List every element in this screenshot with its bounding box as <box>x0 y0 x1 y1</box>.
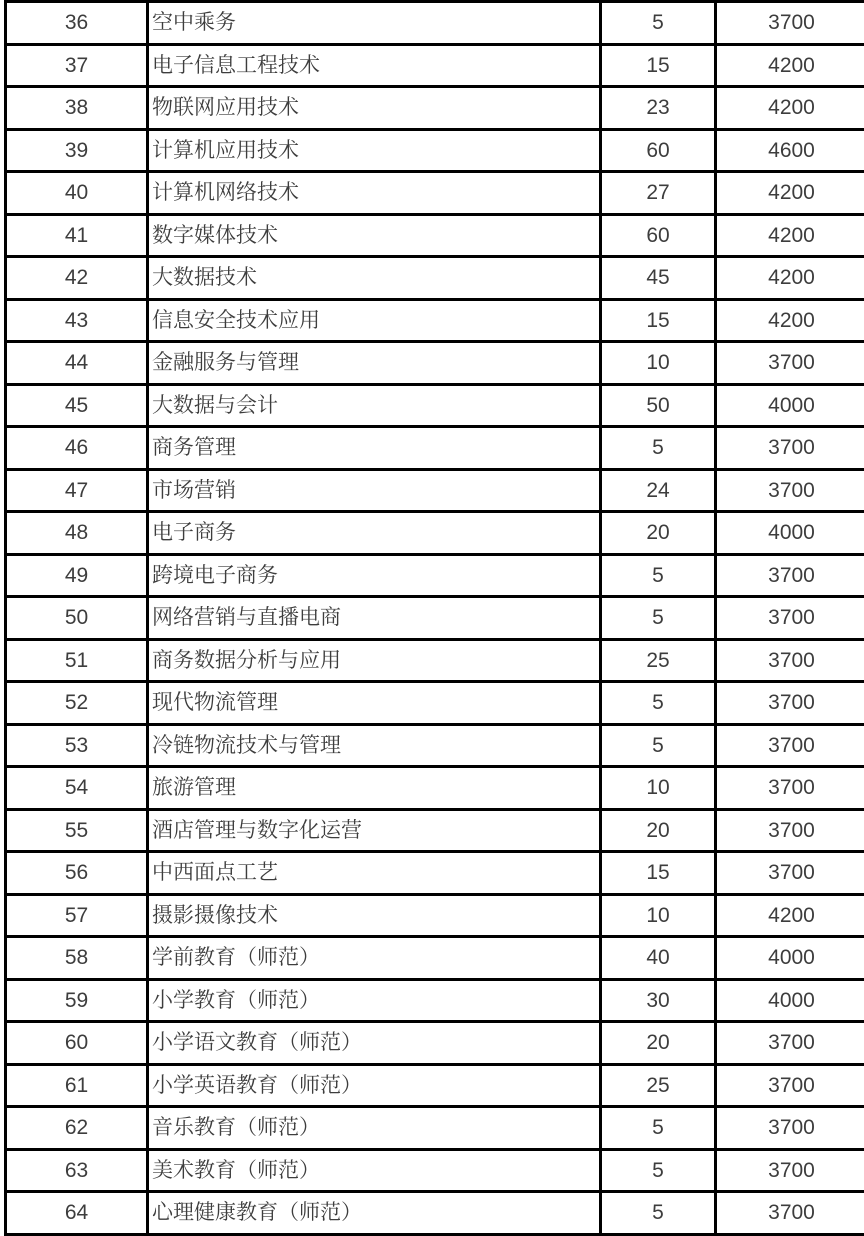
tuition-fee-cell: 3700 <box>716 1107 864 1150</box>
table-row <box>6 937 864 980</box>
plan-count-cell: 60 <box>601 129 716 172</box>
tuition-fee-cell: 3700 <box>716 554 864 597</box>
plan-count-cell: 5 <box>601 2 716 45</box>
row-number-cell: 50 <box>6 597 148 640</box>
tuition-fee-cell: 3700 <box>716 639 864 682</box>
row-number-cell: 51 <box>6 639 148 682</box>
plan-count-cell: 15 <box>601 852 716 895</box>
table-row <box>6 1192 864 1235</box>
plan-count-cell: 5 <box>601 554 716 597</box>
table-row <box>6 257 864 300</box>
table-row <box>6 87 864 130</box>
table-row <box>6 44 864 87</box>
row-number-cell: 41 <box>6 214 148 257</box>
tuition-fee-cell: 4000 <box>716 979 864 1022</box>
major-name-cell: 摄影摄像技术 <box>148 894 601 937</box>
row-number-cell: 36 <box>6 2 148 45</box>
table-row <box>6 342 864 385</box>
row-number-cell: 52 <box>6 682 148 725</box>
major-name-cell: 商务数据分析与应用 <box>148 639 601 682</box>
row-number-cell: 56 <box>6 852 148 895</box>
major-name-cell: 信息安全技术应用 <box>148 299 601 342</box>
plan-count-cell: 25 <box>601 1064 716 1107</box>
major-name-cell: 心理健康教育（师范） <box>148 1192 601 1235</box>
row-number-cell: 46 <box>6 427 148 470</box>
plan-count-cell: 50 <box>601 384 716 427</box>
table-row <box>6 1149 864 1192</box>
major-name-cell: 学前教育（师范） <box>148 937 601 980</box>
row-number-cell: 62 <box>6 1107 148 1150</box>
major-name-cell: 数字媒体技术 <box>148 214 601 257</box>
plan-count-cell: 5 <box>601 724 716 767</box>
major-name-cell: 小学语文教育（师范） <box>148 1022 601 1065</box>
major-name-cell: 大数据技术 <box>148 257 601 300</box>
major-name-cell: 物联网应用技术 <box>148 87 601 130</box>
row-number-cell: 60 <box>6 1022 148 1065</box>
table-row <box>6 2 864 45</box>
major-name-cell: 酒店管理与数字化运营 <box>148 809 601 852</box>
plan-count-cell: 10 <box>601 894 716 937</box>
tuition-fee-cell: 4000 <box>716 937 864 980</box>
table-row <box>6 852 864 895</box>
table-row <box>6 554 864 597</box>
major-name-cell: 跨境电子商务 <box>148 554 601 597</box>
major-name-cell: 音乐教育（师范） <box>148 1107 601 1150</box>
plan-count-cell: 5 <box>601 427 716 470</box>
row-number-cell: 57 <box>6 894 148 937</box>
row-number-cell: 49 <box>6 554 148 597</box>
tuition-fee-cell: 3700 <box>716 469 864 512</box>
tuition-fee-cell: 3700 <box>716 427 864 470</box>
tuition-fee-cell: 4600 <box>716 129 864 172</box>
row-number-cell: 59 <box>6 979 148 1022</box>
row-number-cell: 38 <box>6 87 148 130</box>
row-number-cell: 53 <box>6 724 148 767</box>
tuition-fee-cell: 4200 <box>716 299 864 342</box>
major-name-cell: 电子商务 <box>148 512 601 555</box>
tuition-fee-cell: 3700 <box>716 682 864 725</box>
plan-count-cell: 20 <box>601 512 716 555</box>
row-number-cell: 40 <box>6 172 148 215</box>
plan-count-cell: 5 <box>601 1192 716 1235</box>
row-number-cell: 45 <box>6 384 148 427</box>
plan-count-cell: 20 <box>601 809 716 852</box>
row-number-cell: 43 <box>6 299 148 342</box>
row-number-cell: 44 <box>6 342 148 385</box>
table-row <box>6 1107 864 1150</box>
plan-count-cell: 25 <box>601 639 716 682</box>
table-row <box>6 979 864 1022</box>
plan-count-cell: 45 <box>601 257 716 300</box>
tuition-fee-cell: 3700 <box>716 342 864 385</box>
major-name-cell: 网络营销与直播电商 <box>148 597 601 640</box>
table-row <box>6 639 864 682</box>
plan-count-cell: 10 <box>601 342 716 385</box>
row-number-cell: 54 <box>6 767 148 810</box>
tuition-fee-cell: 4200 <box>716 44 864 87</box>
table-row <box>6 1064 864 1107</box>
tuition-fee-cell: 3700 <box>716 724 864 767</box>
table-body <box>6 2 864 1235</box>
plan-count-cell: 15 <box>601 44 716 87</box>
major-name-cell: 市场营销 <box>148 469 601 512</box>
plan-count-cell: 5 <box>601 682 716 725</box>
plan-count-cell: 5 <box>601 597 716 640</box>
plan-count-cell: 23 <box>601 87 716 130</box>
table-row <box>6 1022 864 1065</box>
major-name-cell: 小学教育（师范） <box>148 979 601 1022</box>
plan-count-cell: 5 <box>601 1149 716 1192</box>
row-number-cell: 64 <box>6 1192 148 1235</box>
table-row <box>6 767 864 810</box>
row-number-cell: 42 <box>6 257 148 300</box>
table-row <box>6 214 864 257</box>
row-number-cell: 61 <box>6 1064 148 1107</box>
row-number-cell: 39 <box>6 129 148 172</box>
plan-count-cell: 5 <box>601 1107 716 1150</box>
table-row <box>6 129 864 172</box>
tuition-fee-cell: 4000 <box>716 384 864 427</box>
tuition-fee-cell: 4000 <box>716 512 864 555</box>
major-name-cell: 金融服务与管理 <box>148 342 601 385</box>
tuition-fee-cell: 3700 <box>716 1064 864 1107</box>
row-number-cell: 63 <box>6 1149 148 1192</box>
plan-count-cell: 10 <box>601 767 716 810</box>
table-row <box>6 172 864 215</box>
major-name-cell: 现代物流管理 <box>148 682 601 725</box>
plan-count-cell: 30 <box>601 979 716 1022</box>
tuition-fee-cell: 3700 <box>716 597 864 640</box>
tuition-fee-cell: 3700 <box>716 809 864 852</box>
table-row <box>6 469 864 512</box>
table-row <box>6 724 864 767</box>
table-row <box>6 809 864 852</box>
tuition-fee-cell: 3700 <box>716 1192 864 1235</box>
plan-count-cell: 20 <box>601 1022 716 1065</box>
row-number-cell: 55 <box>6 809 148 852</box>
tuition-fee-cell: 3700 <box>716 1149 864 1192</box>
row-number-cell: 37 <box>6 44 148 87</box>
row-number-cell: 58 <box>6 937 148 980</box>
table-row <box>6 597 864 640</box>
row-number-cell: 48 <box>6 512 148 555</box>
tuition-fee-cell: 3700 <box>716 767 864 810</box>
tuition-fee-cell: 4200 <box>716 257 864 300</box>
tuition-fee-cell: 4200 <box>716 87 864 130</box>
plan-count-cell: 40 <box>601 937 716 980</box>
table-row <box>6 384 864 427</box>
major-name-cell: 大数据与会计 <box>148 384 601 427</box>
major-name-cell: 电子信息工程技术 <box>148 44 601 87</box>
row-number-cell: 47 <box>6 469 148 512</box>
tuition-fee-cell: 3700 <box>716 852 864 895</box>
table-row <box>6 427 864 470</box>
plan-count-cell: 24 <box>601 469 716 512</box>
major-name-cell: 中西面点工艺 <box>148 852 601 895</box>
table-row <box>6 299 864 342</box>
major-name-cell: 计算机应用技术 <box>148 129 601 172</box>
major-name-cell: 冷链物流技术与管理 <box>148 724 601 767</box>
major-name-cell: 计算机网络技术 <box>148 172 601 215</box>
table-row <box>6 894 864 937</box>
plan-count-cell: 60 <box>601 214 716 257</box>
tuition-fee-cell: 4200 <box>716 172 864 215</box>
tuition-fee-cell: 3700 <box>716 2 864 45</box>
major-name-cell: 商务管理 <box>148 427 601 470</box>
plan-count-cell: 15 <box>601 299 716 342</box>
major-name-cell: 旅游管理 <box>148 767 601 810</box>
tuition-fee-cell: 4200 <box>716 894 864 937</box>
major-name-cell: 小学英语教育（师范） <box>148 1064 601 1107</box>
enrollment-fee-table <box>4 0 864 1236</box>
table-row <box>6 512 864 555</box>
tuition-fee-cell: 4200 <box>716 214 864 257</box>
major-name-cell: 美术教育（师范） <box>148 1149 601 1192</box>
tuition-fee-cell: 3700 <box>716 1022 864 1065</box>
major-name-cell: 空中乘务 <box>148 2 601 45</box>
plan-count-cell: 27 <box>601 172 716 215</box>
table-row <box>6 682 864 725</box>
